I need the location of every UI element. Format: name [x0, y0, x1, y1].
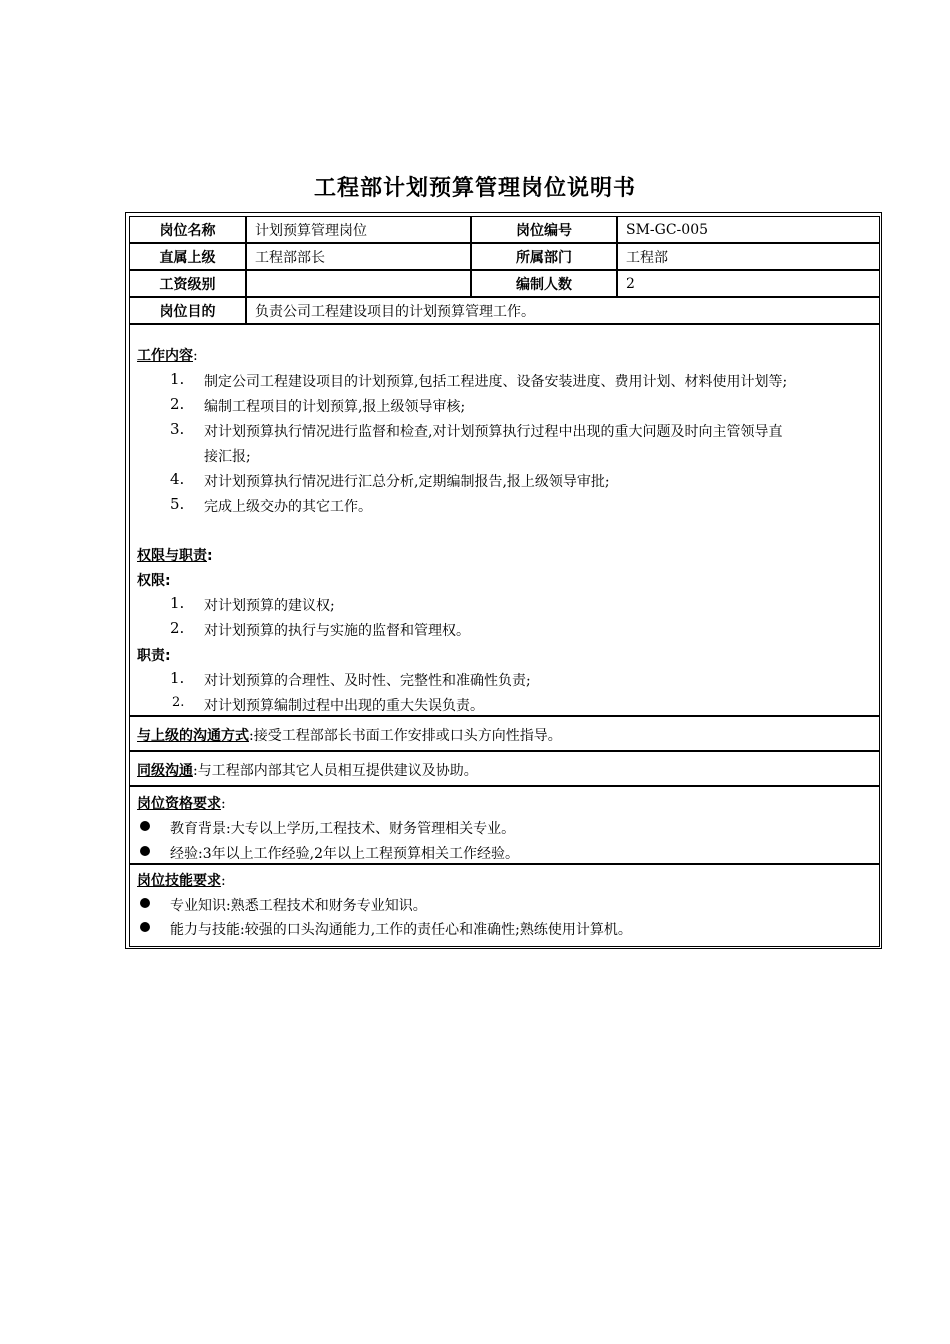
superior-communication-section [129, 716, 880, 751]
work-item-4-number: 4. [170, 470, 185, 488]
peer-communication-section [129, 751, 880, 786]
rights-heading: 权限: [137, 573, 171, 589]
qualification-item-education: 教育背景:大专以上学历,工程技术、财务管理相关专业。 [170, 821, 516, 837]
rights-item-2: 对计划预算的执行与实施的监督和管理权。 [204, 623, 470, 639]
skills-item-ability: 能力与技能:较强的口头沟通能力,工作的责任心和准确性;熟练使用计算机。 [170, 922, 632, 938]
qualification-item-experience: 经验:3年以上工作经验,2年以上工程预算相关工作经验。 [170, 846, 519, 862]
work-item-1-number: 1. [170, 370, 185, 388]
bullet-icon [140, 922, 150, 932]
duties-item-2: 对计划预算编制过程中出现的重大失误负责。 [204, 698, 484, 714]
work-item-1: 制定公司工程建设项目的计划预算,包括工程进度、设备安装进度、费用计划、材料使用计划等; [204, 374, 788, 390]
superior-communication-heading: 与上级的沟通方式 [137, 728, 249, 744]
qualification-heading-line [137, 793, 226, 813]
authority-heading-line [137, 545, 213, 565]
work-item-3-number: 3. [170, 420, 185, 438]
value-headcount: 2 [617, 270, 880, 297]
value-position-name: 计划预算管理岗位 [246, 216, 471, 243]
work-heading-colon: : [193, 348, 198, 364]
value-direct-superior: 工程部部长 [246, 243, 471, 270]
duties-heading: 职责: [137, 648, 171, 664]
work-item-3: 对计划预算执行情况进行监督和检查,对计划预算执行过程中出现的重大问题及时向主管领导直 [204, 424, 783, 440]
label-headcount: 编制人数 [471, 270, 617, 297]
skills-item-knowledge: 专业知识:熟悉工程技术和财务专业知识。 [170, 898, 427, 914]
authority-heading-colon: : [207, 548, 213, 564]
skills-heading: 岗位技能要求 [137, 873, 221, 889]
work-item-2-number: 2. [170, 395, 185, 413]
authority-heading: 权限与职责 [137, 548, 207, 564]
work-content-section [129, 324, 880, 716]
bullet-icon [140, 821, 150, 831]
label-position-code: 岗位编号 [471, 216, 617, 243]
work-item-5: 完成上级交办的其它工作。 [204, 499, 372, 515]
bullet-icon [140, 898, 150, 908]
superior-communication-line [137, 725, 562, 745]
work-item-3-continued: 接汇报; [204, 449, 251, 465]
label-department: 所属部门 [471, 243, 617, 270]
duties-item-1: 对计划预算的合理性、及时性、完整性和准确性负责; [204, 673, 531, 689]
work-item-2: 编制工程项目的计划预算,报上级领导审核; [204, 399, 466, 415]
duties-item-1-number: 1. [170, 669, 185, 687]
peer-communication-text: :与工程部内部其它人员相互提供建议及协助。 [193, 763, 478, 779]
value-salary-grade [246, 270, 471, 297]
job-description-form [125, 212, 882, 949]
work-heading-line [137, 345, 198, 365]
label-position-name: 岗位名称 [129, 216, 246, 243]
work-item-4: 对计划预算执行情况进行汇总分析,定期编制报告,报上级领导审批; [204, 474, 610, 490]
skills-heading-colon: : [221, 873, 226, 889]
superior-communication-text: :接受工程部部长书面工作安排或口头方向性指导。 [249, 728, 562, 744]
value-purpose: 负责公司工程建设项目的计划预算管理工作。 [246, 297, 880, 324]
skills-section [129, 864, 880, 947]
bullet-icon [140, 846, 150, 856]
rights-item-1-number: 1. [170, 594, 185, 612]
work-item-5-number: 5. [170, 495, 185, 513]
work-heading: 工作内容 [137, 348, 193, 364]
rights-item-2-number: 2. [170, 619, 185, 637]
qualification-heading-colon: : [221, 796, 226, 812]
duties-item-2-number: 2. [172, 695, 185, 710]
rights-item-1: 对计划预算的建议权; [204, 598, 335, 614]
label-salary-grade: 工资级别 [129, 270, 246, 297]
label-direct-superior: 直属上级 [129, 243, 246, 270]
document-title: 工程部计划预算管理岗位说明书 [313, 176, 636, 201]
value-department: 工程部 [617, 243, 880, 270]
value-position-code: SM-GC-005 [617, 216, 880, 243]
qualification-section [129, 786, 880, 864]
peer-communication-heading: 同级沟通 [137, 763, 193, 779]
qualification-heading: 岗位资格要求 [137, 796, 221, 812]
peer-communication-line [137, 760, 478, 780]
label-purpose: 岗位目的 [129, 297, 246, 324]
skills-heading-line [137, 870, 226, 890]
